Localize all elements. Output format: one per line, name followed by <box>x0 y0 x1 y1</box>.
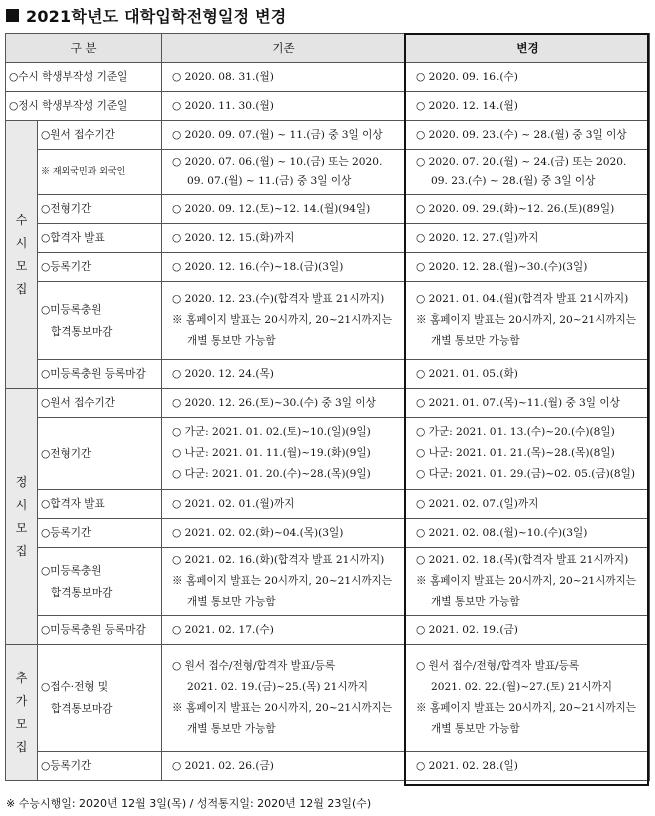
row-label-line: ○미등록충원 <box>41 303 102 316</box>
row-label: ※ 재외국민과 외국인 <box>38 150 162 195</box>
cell-before-line: 개별 통보만 가능함 <box>187 723 276 735</box>
cell-after <box>406 360 650 389</box>
square-bullet-icon <box>6 9 19 22</box>
cell-after <box>406 548 650 616</box>
cell-after-line: ○ 가군: 2021. 01. 13.(수)~20.(수)(8일) <box>416 426 615 438</box>
cell-after-line: ※ 홈페이지 발표는 20시까지, 20~21시까지는 <box>416 575 637 587</box>
cell-before-line: ○ 2020. 12. 24.(목) <box>172 367 274 380</box>
general-rows <box>6 63 650 121</box>
susi-rows <box>6 121 650 389</box>
cell-before <box>162 150 406 195</box>
cell-after-line: ○ 2021. 02. 08.(월)~10.(수)(3일) <box>416 526 588 539</box>
cell-after-line: 2021. 02. 22.(월)~27.(토) 21시까지 <box>431 681 613 693</box>
table-row <box>6 418 650 490</box>
row-label: ○등록기간 <box>38 752 162 781</box>
row-label <box>38 282 162 360</box>
section-jeongsi <box>6 389 38 645</box>
row-label: ○원서 접수기간 <box>38 389 162 418</box>
cell-before <box>162 490 406 519</box>
page-title-text: 2021학년도 대학입학전형일정 변경 <box>26 6 287 26</box>
cell-before-line: ○ 2020. 09. 12.(토)~12. 14.(월)(94일) <box>172 202 371 215</box>
cell-after-line: ○ 2020. 09. 23.(수) ~ 28.(월) 중 3일 이상 <box>416 128 627 141</box>
cell-before-line: ※ 홈페이지 발표는 20시까지, 20~21시까지는 <box>172 314 393 326</box>
cell-before <box>162 645 406 752</box>
cell-before <box>162 360 406 389</box>
table-row <box>6 92 650 121</box>
cell-after-line: ※ 홈페이지 발표는 20시까지, 20~21시까지는 <box>416 314 637 326</box>
cell-after-line: ○ 2021. 02. 18.(목)(합격자 발표 21시까지) <box>416 554 629 566</box>
cell-before-line: ○ 2021. 02. 16.(화)(합격자 발표 21시까지) <box>172 554 385 566</box>
cell-after-line: ○ 2021. 01. 04.(월)(합격자 발표 21시까지) <box>416 293 629 305</box>
cell-before <box>162 616 406 645</box>
cell-before <box>162 282 406 360</box>
section-char: 가 <box>15 693 28 708</box>
section-char: 시 <box>15 235 28 250</box>
cell-after-line: 개별 통보만 가능함 <box>431 596 520 608</box>
header-before: 기존 <box>162 34 406 63</box>
cell-before-line: ○ 2020. 09. 07.(월) ~ 11.(금) 중 3일 이상 <box>172 128 383 141</box>
cell-before-line: ○ 원서 접수/전형/합격자 발표/등록 <box>172 660 336 672</box>
cell-after <box>406 389 650 418</box>
cell-after <box>406 616 650 645</box>
cell-before <box>162 389 406 418</box>
cell-after <box>406 195 650 224</box>
cell-before-line: ○ 2020. 12. 16.(수)~18.(금)(3일) <box>172 260 344 273</box>
row-label: ○전형기간 <box>38 418 162 490</box>
cell-before: ○ 2020. 08. 31.(월) <box>162 63 406 92</box>
header-category: 구 분 <box>6 34 162 63</box>
jeongsi-rows <box>6 389 650 645</box>
row-label: ○합격자 발표 <box>38 224 162 253</box>
cell-after: ○ 2020. 12. 14.(월) <box>406 92 650 121</box>
cell-before-line: 2021. 02. 19.(금)~25.(목) 21시까지 <box>187 681 369 693</box>
cell-after <box>406 253 650 282</box>
row-label: ○합격자 발표 <box>38 490 162 519</box>
section-char: 집 <box>15 739 28 754</box>
row-label: ○전형기간 <box>38 195 162 224</box>
section-char: 시 <box>15 497 28 512</box>
row-label: ○등록기간 <box>38 519 162 548</box>
table-row <box>6 360 650 389</box>
row-label <box>38 548 162 616</box>
table-header-row <box>6 34 650 63</box>
cell-before-line: ○ 가군: 2021. 01. 02.(토)~10.(일)(9일) <box>172 426 371 438</box>
table-row <box>6 253 650 282</box>
schedule-table <box>5 33 650 781</box>
cell-after-line: 개별 통보만 가능함 <box>431 723 520 735</box>
table-row <box>6 490 650 519</box>
cell-before-line: ○ 2020. 12. 26.(토)~30.(수) 중 3일 이상 <box>172 396 376 409</box>
table-row <box>6 195 650 224</box>
cell-after-line: ※ 홈페이지 발표는 20시까지, 20~21시까지는 <box>416 702 637 714</box>
cell-after <box>406 224 650 253</box>
cell-before-line: ○ 2021. 02. 01.(월)까지 <box>172 497 295 510</box>
row-label-line: ○미등록충원 <box>41 564 102 577</box>
section-char: 모 <box>15 716 28 731</box>
cell-after-line: ○ 2021. 02. 19.(금) <box>416 623 518 636</box>
cell-before-line: 09. 07.(월) ~ 11.(금) 중 3일 이상 <box>187 175 352 187</box>
chuga-rows <box>6 645 650 781</box>
section-char: 정 <box>15 474 28 489</box>
section-char: 추 <box>15 670 28 685</box>
cell-after-line: ○ 2020. 12. 27.(일)까지 <box>416 231 539 244</box>
table-row <box>6 121 650 150</box>
cell-after-line: ○ 2021. 02. 07.(일)까지 <box>416 497 539 510</box>
cell-after <box>406 282 650 360</box>
cell-before <box>162 195 406 224</box>
row-label-line: 합격통보마감 <box>51 325 113 338</box>
table-row <box>6 645 650 752</box>
section-chuga <box>6 645 38 781</box>
cell-before-line: ※ 홈페이지 발표는 20시까지, 20~21시까지는 <box>172 702 393 714</box>
section-char: 모 <box>15 258 28 273</box>
row-label: ○정시 학생부작성 기준일 <box>6 92 162 121</box>
table-row <box>6 389 650 418</box>
table-row <box>6 616 650 645</box>
cell-after-line: ○ 2020. 09. 29.(화)~12. 26.(토)(89일) <box>416 202 615 215</box>
cell-before-line: ○ 다군: 2021. 01. 20.(수)~28.(목)(9일) <box>172 468 371 480</box>
cell-after <box>406 150 650 195</box>
row-label: ○등록기간 <box>38 253 162 282</box>
cell-after <box>406 490 650 519</box>
cell-before <box>162 253 406 282</box>
row-label: ○미등록충원 등록마감 <box>38 360 162 389</box>
section-char: 집 <box>15 281 28 296</box>
table-row <box>6 548 650 616</box>
cell-after: ○ 2020. 09. 16.(수) <box>406 63 650 92</box>
cell-after <box>406 121 650 150</box>
cell-after-line: ○ 다군: 2021. 01. 29.(금)~02. 05.(금)(8일) <box>416 468 635 480</box>
cell-after <box>406 645 650 752</box>
section-susi <box>6 121 38 389</box>
header-after: 변경 <box>406 34 650 63</box>
cell-before <box>162 121 406 150</box>
cell-before-line: ○ 2021. 02. 17.(수) <box>172 623 274 636</box>
section-char: 집 <box>15 543 28 558</box>
section-char: 모 <box>15 520 28 535</box>
cell-after-line: ○ 2021. 01. 07.(목)~11.(월) 중 3일 이상 <box>416 396 620 409</box>
cell-after-line: ○ 2021. 02. 28.(일) <box>416 759 518 772</box>
cell-before-line: ○ 나군: 2021. 01. 11.(월)~19.(화)(9일) <box>172 447 371 459</box>
cell-before: ○ 2020. 11. 30.(월) <box>162 92 406 121</box>
cell-before <box>162 224 406 253</box>
cell-before-line: 개별 통보만 가능함 <box>187 596 276 608</box>
row-label: ○수시 학생부작성 기준일 <box>6 63 162 92</box>
cell-after-line: 개별 통보만 가능함 <box>431 335 520 347</box>
cell-before <box>162 548 406 616</box>
table-row <box>6 150 650 195</box>
row-label: ○미등록충원 등록마감 <box>38 616 162 645</box>
cell-after-line: ○ 나군: 2021. 01. 21.(목)~28.(목)(8일) <box>416 447 615 459</box>
footnote: ※ 수능시행일: 2020년 12월 3일(목) / 성적통지일: 2020년 12월 23일(수) <box>6 797 372 810</box>
cell-before-line: ○ 2021. 02. 26.(금) <box>172 759 274 772</box>
cell-before-line: 개별 통보만 가능함 <box>187 335 276 347</box>
cell-before <box>162 519 406 548</box>
page-title <box>6 2 286 28</box>
cell-before-line: ○ 2020. 12. 23.(수)(합격자 발표 21시까지) <box>172 293 385 305</box>
cell-before-line: ○ 2020. 12. 15.(화)까지 <box>172 231 295 244</box>
table-row <box>6 519 650 548</box>
cell-after-line: ○ 2020. 07. 20.(월) ~ 24.(금) 또는 2020. <box>416 156 627 168</box>
row-label: ○원서 접수기간 <box>38 121 162 150</box>
row-label <box>38 645 162 752</box>
cell-after <box>406 752 650 781</box>
table-row <box>6 282 650 360</box>
cell-after <box>406 418 650 490</box>
cell-before <box>162 418 406 490</box>
table-row <box>6 752 650 781</box>
cell-after-line: ○ 원서 접수/전형/합격자 발표/등록 <box>416 660 580 672</box>
cell-after-line: ○ 2020. 12. 28.(월)~30.(수)(3일) <box>416 260 588 273</box>
cell-after-line: ○ 2021. 01. 05.(화) <box>416 367 518 380</box>
table-row <box>6 63 650 92</box>
row-label-line: ○접수·전형 및 <box>41 681 109 693</box>
section-char: 수 <box>15 212 28 227</box>
cell-after-line: 09. 23.(수) ~ 28.(월) 중 3일 이상 <box>431 175 596 187</box>
cell-before-line: ○ 2021. 02. 02.(화)~04.(목)(3일) <box>172 526 344 539</box>
table-row <box>6 224 650 253</box>
cell-before <box>162 752 406 781</box>
row-label-line: 합격통보마감 <box>51 586 113 599</box>
cell-after <box>406 519 650 548</box>
cell-before-line: ※ 홈페이지 발표는 20시까지, 20~21시까지는 <box>172 575 393 587</box>
row-label-line: 합격통보마감 <box>51 703 113 715</box>
cell-before-line: ○ 2020. 07. 06.(월) ~ 10.(금) 또는 2020. <box>172 156 383 168</box>
